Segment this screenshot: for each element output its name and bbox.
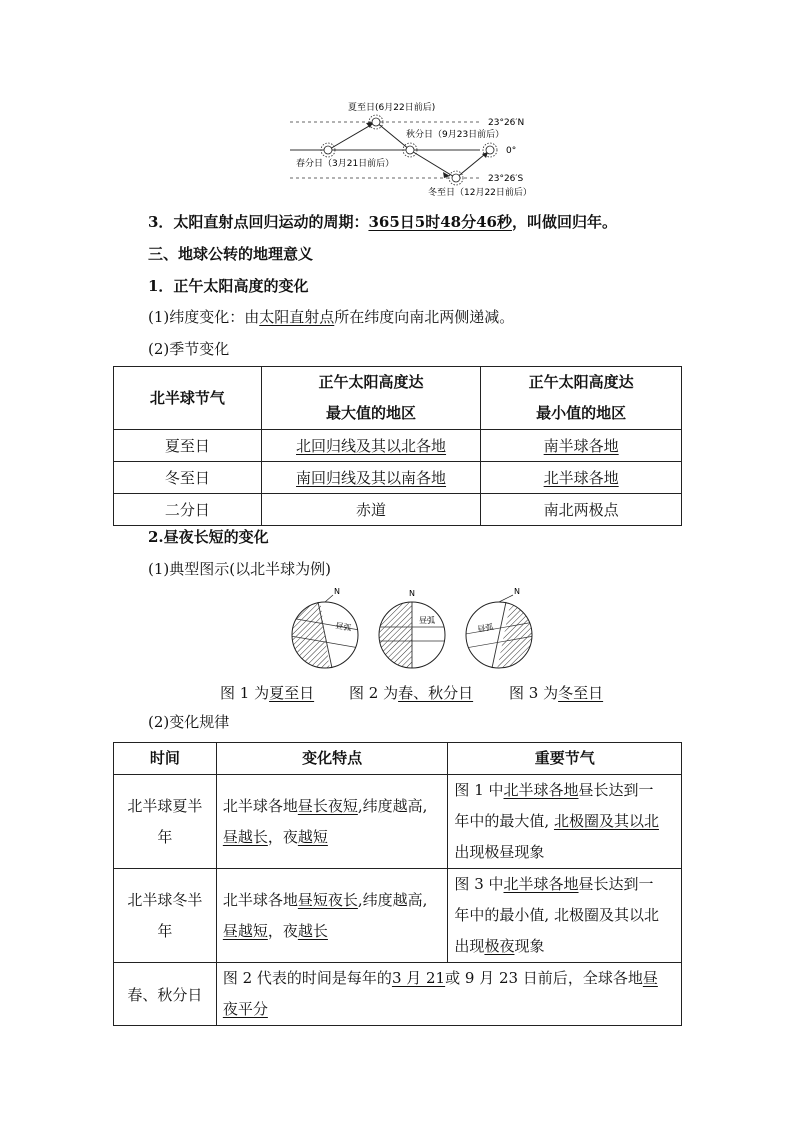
subsection-2-title: 2.昼夜长短的变化 [148,528,269,546]
globe-summer [285,585,365,680]
svg-text:N: N [334,587,340,596]
day-night-globes [285,585,545,680]
spring-equinox-label: 春分日（3月21日前后） [296,159,395,169]
seasonal-change-label: (2)季节变化 [148,340,230,358]
day-length-table [113,742,682,1026]
caption-fig1: 图 1 为夏至日 [220,684,315,702]
globe-winter [460,585,545,680]
table1-header-max: 正午太阳高度达 最大值的地区 [261,367,481,430]
svg-text:昼弧: 昼弧 [334,621,352,633]
svg-text:N: N [514,587,520,596]
svg-text:昼弧: 昼弧 [476,622,495,634]
table2-header-feature: 变化特点 [216,743,448,775]
typical-figures-label: (1)典型图示(以北半球为例) [148,560,331,578]
noon-sun-table [113,366,682,526]
lat-equator-label: 0° [506,146,517,156]
table1-header-term: 北半球节气 [114,367,262,430]
tropical-year-period: 365日5时48分46秒 [368,213,512,231]
svg-text:N: N [409,589,415,598]
autumn-equinox-label: 秋分日（9月23日前后） [406,130,505,140]
table-row: 夏至日 北回归线及其以北各地 南半球各地 [114,430,682,462]
section-3-title: 三、地球公转的地理意义 [148,245,314,263]
subsection-1-title: 1．正午太阳高度的变化 [148,277,309,295]
change-rules-label: (2)变化规律 [148,713,230,731]
item-3: 3．太阳直射点回归运动的周期：365日5时48分46秒，叫做回归年。 [148,213,617,231]
table-row: 北半球夏半 年 北半球各地昼长夜短,纬度越高, 昼越长，夜越短 图 1 中北半球各地昼长达到一 年中的最大值, 北极圈及其以北 出现极昼现象 [114,775,682,869]
solar-migration-diagram [280,92,540,204]
lat-north-label: 23°26′N [488,118,525,128]
table-row: 二分日 赤道 南北两极点 [114,494,682,526]
lat-south-label: 23°26′S [488,174,524,184]
table1-header-min: 正午太阳高度达 最小值的地区 [481,367,682,430]
latitude-change-text: (1)纬度变化：由太阳直射点所在纬度向南北两侧递减。 [148,308,515,326]
table-row: 北半球冬半 年 北半球各地昼短夜长,纬度越高, 昼越短，夜越长 图 3 中北半球各地昼长达到一 年中的最小值, 北极圈及其以北 出现极夜现象 [114,869,682,963]
caption-fig2: 图 2 为春、秋分日 [349,684,474,702]
summer-solstice-label: 夏至日(6月22日前后) [348,103,436,113]
svg-text:昼弧: 昼弧 [419,616,435,625]
globe-equinox [375,589,450,670]
table2-header-solar: 重要节气 [448,743,682,775]
table-row: 冬至日 南回归线及其以南各地 北半球各地 [114,462,682,494]
winter-solstice-label: 冬至日（12月22日前后） [428,188,532,198]
table2-header-time: 时间 [114,743,217,775]
caption-fig3: 图 3 为冬至日 [509,684,604,702]
table-row: 春、秋分日 图 2 代表的时间是每年的3 月 21或 9 月 23 日前后，全球各地昼 夜平分 [114,963,682,1026]
